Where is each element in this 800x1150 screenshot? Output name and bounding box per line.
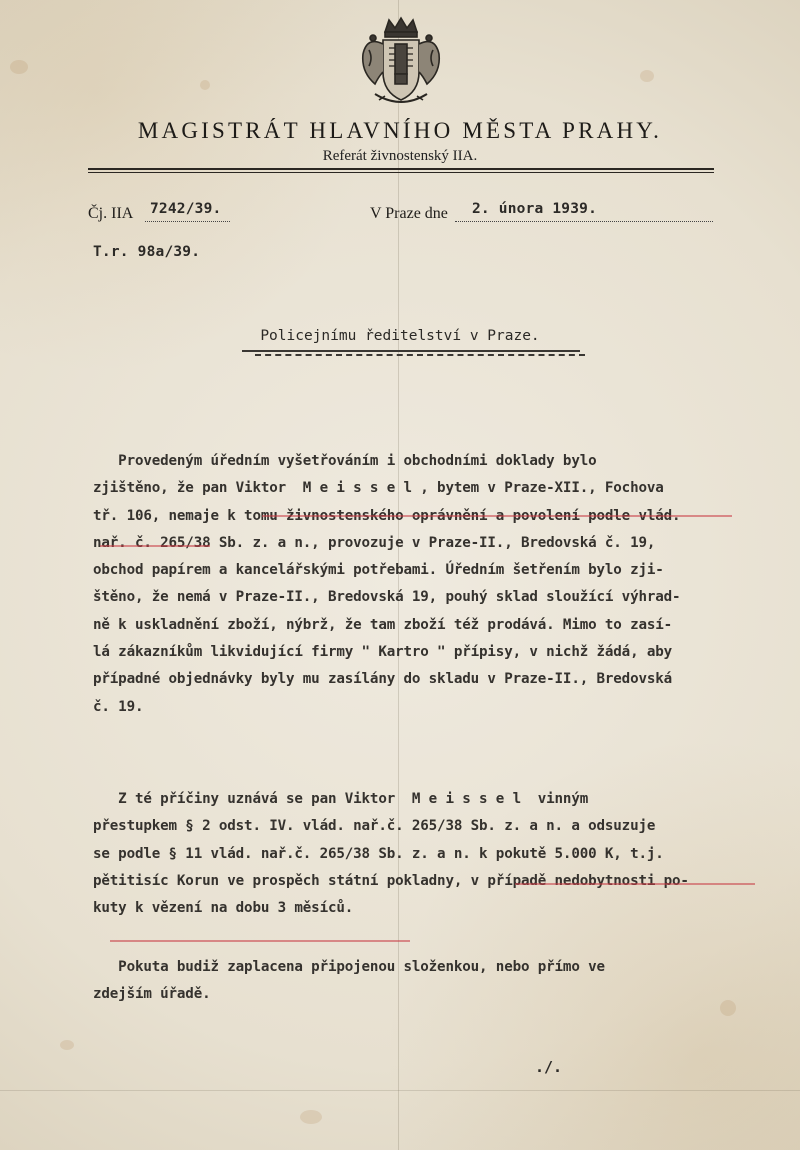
stain	[60, 1040, 74, 1050]
text-line: Provedeným úředním vyšetřováním i obchodními doklady bylo	[93, 453, 597, 469]
text-line: pětitisíc Korun ve prospěch státní pokladny, v případě nedobytnosti po-	[93, 872, 689, 889]
red-underline	[515, 883, 755, 885]
text-line: přestupkem § 2 odst. IV. vlád. nař.č. 265/38 Sb. z. a n. a odsuzuje	[93, 818, 656, 835]
addressee-underline	[242, 350, 580, 352]
text-line: nař. č. 265/38 Sb. z. a n., provozuje v Praze-II., Bredovská č. 19,	[93, 534, 656, 551]
stain	[10, 60, 28, 74]
text-line: ně k uskladnění zboží, nýbrž, že tam zboží též prodává. Mimo to zasí-	[93, 616, 673, 633]
reference-number: 7242/39.	[150, 201, 222, 217]
text-line: č. 19.	[93, 698, 144, 715]
reference-dotted-line	[145, 220, 230, 222]
prague-coat-of-arms-icon	[355, 14, 447, 112]
date-dotted-line	[455, 220, 713, 222]
text-line: obchod papírem a kancelářskými potřebami. Úředním šetřením bylo zji-	[93, 562, 664, 579]
addressee-underline-dashed	[255, 354, 585, 356]
paragraph-3	[93, 954, 773, 1009]
text-line: Z té příčiny uznává se pan Viktor M e i s s e l vinným	[93, 791, 589, 807]
red-underline	[110, 940, 410, 942]
tr-number: T.r. 98a/39.	[93, 244, 201, 260]
continuation-mark: ./.	[535, 1058, 563, 1076]
reference-label: Čj. IIA	[88, 205, 134, 222]
paragraph-2	[93, 786, 773, 922]
red-underline	[262, 515, 732, 517]
stain	[300, 1110, 322, 1124]
paper-fold-horizontal	[0, 1090, 800, 1091]
text-line: případné objednávky byly mu zasílány do skladu v Praze-II., Bredovská	[93, 671, 673, 688]
paragraph-1	[93, 448, 773, 721]
letter-date: 2. února 1939.	[472, 201, 598, 217]
stain	[200, 80, 210, 90]
date-label: V Praze dne	[370, 205, 448, 222]
text-line: Pokuta budiž zaplacena připojenou složenkou, nebo přímo ve	[93, 959, 605, 975]
text-line: tř. 106, nemaje k tomu živnostenského oprávnění a povolení podle vlád.	[93, 507, 681, 524]
text-line: se podle § 11 vlád. nař.č. 265/38 Sb. z. a n. k pokutě 5.000 K, t.j.	[93, 845, 664, 862]
text-line: štěno, že nemá v Praze-II., Bredovská 19, pouhý sklad sloužící výhrad-	[93, 589, 681, 606]
addressee: Policejnímu ředitelství v Praze.	[260, 328, 540, 344]
text-line: lá zákazníkům likvidující firmy " Kartro " přípisy, v nichž žádá, aby	[93, 644, 673, 661]
header-rule	[88, 168, 714, 170]
header-rule-thin	[88, 172, 714, 173]
text-line: kuty k vězení na dobu 3 měsíců.	[93, 900, 354, 917]
red-underline	[100, 545, 210, 547]
institution-title: MAGISTRÁT HLAVNÍHO MĚSTA PRAHY.	[137, 118, 663, 143]
department-subtitle: Referát živnostenský IIA.	[322, 148, 478, 164]
text-line: zjištěno, že pan Viktor M e i s s e l , bytem v Praze-XII., Fochova	[93, 480, 664, 497]
text-line: zdejším úřadě.	[93, 986, 211, 1003]
stain	[640, 70, 654, 82]
